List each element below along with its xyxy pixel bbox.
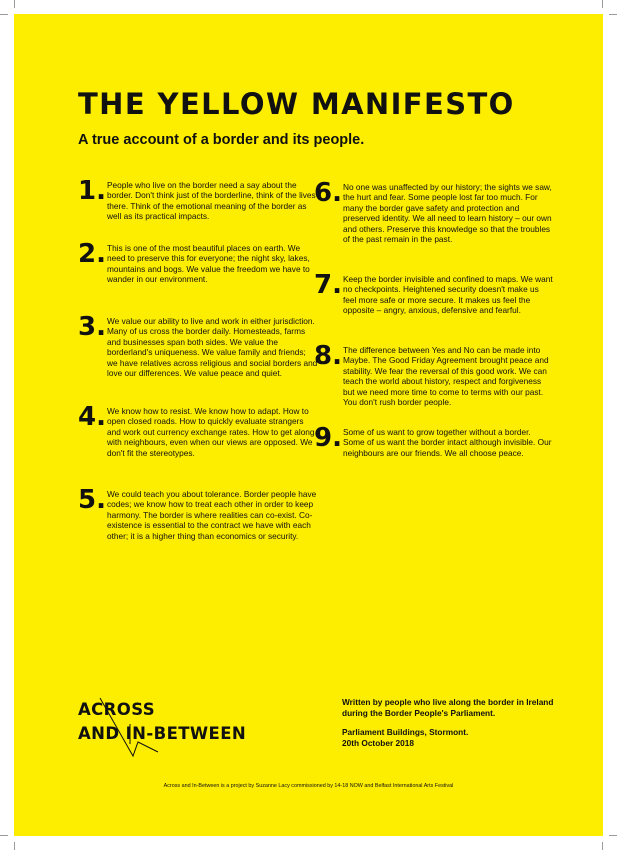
crop-mark (14, 0, 15, 8)
logo-crossing-lines (78, 694, 248, 766)
manifesto-item-6 (314, 178, 554, 245)
item-text: We know how to resist. We know how to adapt. How to open closed roads. How to quickly evaluate strangers and work out currency exchange rates. How to get along with neighbours, even when our views are opposed. We don't fit the stereotypes. (107, 406, 315, 458)
crop-mark (602, 842, 603, 850)
logo-line-1: ACROSS (78, 700, 156, 719)
item-text: Some of us want to grow together without a border. Some of us want the border intact although invisible. Our neighbours are our friends. We all choose peace. (343, 427, 552, 458)
page-subtitle: A true account of a border and its people. (78, 132, 365, 148)
crop-mark (0, 14, 8, 15)
project-logo (78, 694, 248, 766)
manifesto-item-9 (314, 423, 554, 458)
item-number: 9. (314, 423, 342, 453)
page-title: THE YELLOW MANIFESTO (78, 87, 515, 121)
item-number: 6. (314, 178, 342, 208)
crop-mark (602, 0, 603, 8)
item-number: 7. (314, 270, 342, 300)
item-text: This is one of the most beautiful places on earth. We need to preserve this for everyone; the night sky, lakes, mountains and bogs. We value the freedom we have to wander in our environment. (107, 243, 310, 285)
manifesto-item-4 (78, 402, 318, 458)
logo-line-2: AND IN-BETWEEN (78, 724, 247, 743)
crop-mark (609, 835, 617, 836)
item-number: 3. (78, 312, 106, 342)
credit-venue: Parliament Buildings, Stormont. (342, 727, 469, 738)
item-number: 4. (78, 402, 106, 432)
crop-mark (609, 14, 617, 15)
item-text: The difference between Yes and No can be made into Maybe. The Good Friday Agreement brought peace and stability. We fear the reversal of this good work. We can teach the world about history, respect and forgiveness but we need more time to come to terms with our past. You don't rush border people. (343, 345, 549, 408)
credit-date: 20th October 2018 (342, 737, 414, 748)
manifesto-item-5 (78, 485, 318, 541)
crop-mark (0, 835, 8, 836)
crop-mark (14, 842, 15, 850)
manifesto-item-7 (314, 270, 554, 316)
footer-note: Across and In-Between is a project by Suzanne Lacy commissioned by 14-18 NOW and Belfast International Arts Festival (163, 783, 454, 789)
item-number: 1. (78, 176, 106, 206)
poster (14, 14, 603, 836)
credit-written-by: Written by people who live along the border in Ireland during the Border People's Parliament. (342, 697, 554, 718)
item-number: 8. (314, 341, 342, 371)
manifesto-item-2 (78, 239, 318, 285)
manifesto-item-1 (78, 176, 318, 222)
item-text: People who live on the border need a say about the border. Don't think just of the borderline, think of the lives there. Think of the emotional meaning of the border as well as its practical impacts. (107, 180, 316, 222)
item-number: 5. (78, 485, 106, 515)
item-text: No one was unaffected by our history; the sights we saw, the hurt and fear. Some people lost far too much. For many the border gave safety and protection and preserved identity. We all need to learn history – our own and others. Preserve this knowledge so that the troubles of the past remain in the past. (343, 182, 552, 245)
credit-block (342, 697, 562, 748)
manifesto-item-3 (78, 312, 318, 379)
manifesto-item-8 (314, 341, 554, 408)
item-text: We value our ability to live and work in either jurisdiction. Many of us cross the border daily. Homesteads, farms and businesses span both sides. We value the borderland's uniqueness. We value family and friends; we have relatives across religious and social borders and love our differences. We value peace and quiet. (107, 316, 318, 379)
item-text: Keep the border invisible and confined to maps. We want no checkpoints. Heightened security doesn't make us feel more safe or more secure. It makes us feel the opposite – angry, anxious, defensive and fearful. (343, 274, 553, 316)
item-number: 2. (78, 239, 106, 269)
item-text: We could teach you about tolerance. Border people have codes; we know how to treat each other in order to keep harmony. The border is where realities can co-exist. Co-existence is essential to the contract we have with each other; it is a higher thing than economics or security. (107, 489, 317, 541)
